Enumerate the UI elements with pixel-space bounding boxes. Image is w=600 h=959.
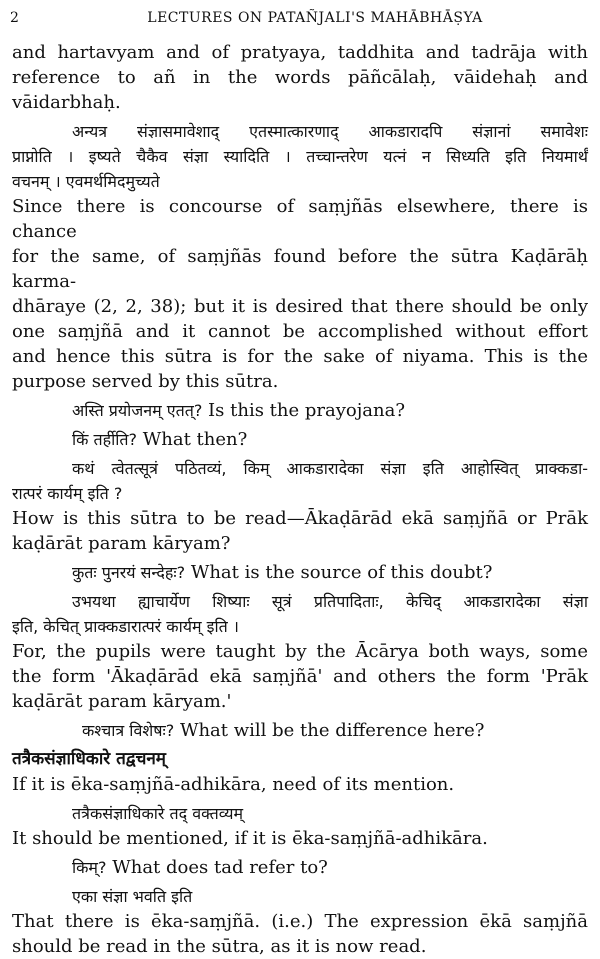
text-line: kaḍārāt param kāryam? (12, 533, 231, 554)
sanskrit-line: अन्यत्र संज्ञासमावेशाद् एतस्मात्कारणाद् आकडारादपि संज्ञानां समावेशः (72, 122, 588, 141)
text-line: For, the pupils were taught by the Ācārya both ways, some (12, 641, 588, 662)
sanskrit-line: इति, केचित् प्राक्कडारात्परं कार्यम् इति । (12, 617, 239, 636)
text-line: the form 'Ākaḍārād ekā saṃjñā' and others the form 'Prāk (12, 666, 588, 687)
sanskrit-line: उभयथा ह्याचार्येण शिष्याः सूत्रं प्रतिपादिताः, केचिद् आकडारादेका संज्ञा (72, 592, 588, 611)
text-line: It should be mentioned, if it is ēka-saṃjñā-adhikāra. (12, 828, 488, 849)
text-line: should be read in the sūtra, as it is now read. (12, 936, 427, 957)
page-number: 2 (10, 10, 20, 26)
sanskrit-line: वचनम् । एवमर्थमिदमुच्यते (12, 172, 160, 191)
page-body (12, 40, 588, 959)
text-line: for the same, of saṃjñās found before the sūtra Kaḍārāḥ karma- (12, 246, 588, 292)
qa-line (12, 398, 588, 423)
english-answer: What does tad refer to? (112, 857, 328, 878)
text-line: If it is ēka-saṃjñā-adhikāra, need of its mention. (12, 774, 455, 795)
sanskrit-question: कश्चात्र विशेषः? (82, 721, 175, 740)
text-line: How is this sūtra to be read—Ākaḍārād ekā saṃjñā or Prāk (12, 508, 588, 529)
sanskrit-line: कथं त्वेतत्सूत्रं पठितव्यं, किम् आकडारादेका संज्ञा इति आहोस्वित् प्राक्कडा- (72, 459, 588, 478)
sanskrit-question: कुतः पुनरयं सन्देहः? (72, 563, 186, 582)
qa-line (12, 855, 588, 880)
sanskrit-question: किम्? (72, 858, 107, 877)
sanskrit-line: प्राप्नोति । इष्यते चैकैव संज्ञा स्यादिति । तच्चान्तरेण यत्नं न सिध्यति इति नियमार्थं (12, 147, 588, 166)
sanskrit-question: अस्ति प्रयोजनम् एतत्? (72, 401, 203, 420)
sanskrit-question: किं तर्हीति? (72, 430, 138, 449)
qa-line (12, 427, 588, 452)
text-line: one saṃjñā and it cannot be accomplished without effort (12, 321, 588, 342)
sanskrit-line: रात्परं कार्यम् इति ? (12, 484, 123, 503)
english-answer: What is the source of this doubt? (190, 562, 493, 583)
text-line: That there is ēka-saṃjñā. (i.e.) The expression ēkā saṃjñā (12, 911, 588, 932)
english-answer: What will be the difference here? (179, 720, 485, 741)
sanskrit-line: तत्रैकसंज्ञाधिकारे तद् वक्तव्यम् (72, 804, 244, 823)
text-line: reference to añ in the words pāñcālaḥ, vāidehaḥ and vāidarbhaḥ. (12, 67, 588, 113)
text-line: dhāraye (2, 2, 38); but it is desired that there should be only (12, 296, 588, 317)
sanskrit-line: एका संज्ञा भवति इति (72, 887, 193, 906)
text-line: purpose served by this sūtra. (12, 371, 279, 392)
text-line: kaḍārāt param kāryam.' (12, 691, 232, 712)
text-line: and hartavyam and of pratyaya, taddhita and tadrāja with (12, 42, 588, 63)
qa-line (12, 560, 588, 585)
running-header (10, 6, 590, 30)
english-answer: Is this the prayojana? (208, 400, 406, 421)
english-answer: What then? (142, 429, 248, 450)
sutra-heading: तत्रैकसंज्ञाधिकारे तद्वचनम् (12, 749, 166, 769)
running-title: LECTURES ON PATAÑJALI'S MAHĀBHĀṢYA (147, 10, 483, 26)
text-line: Since there is concourse of saṃjñās elsewhere, there is chance (12, 196, 588, 242)
text-line: and hence this sūtra is for the sake of niyama. This is the (12, 346, 588, 367)
qa-line (12, 718, 588, 743)
